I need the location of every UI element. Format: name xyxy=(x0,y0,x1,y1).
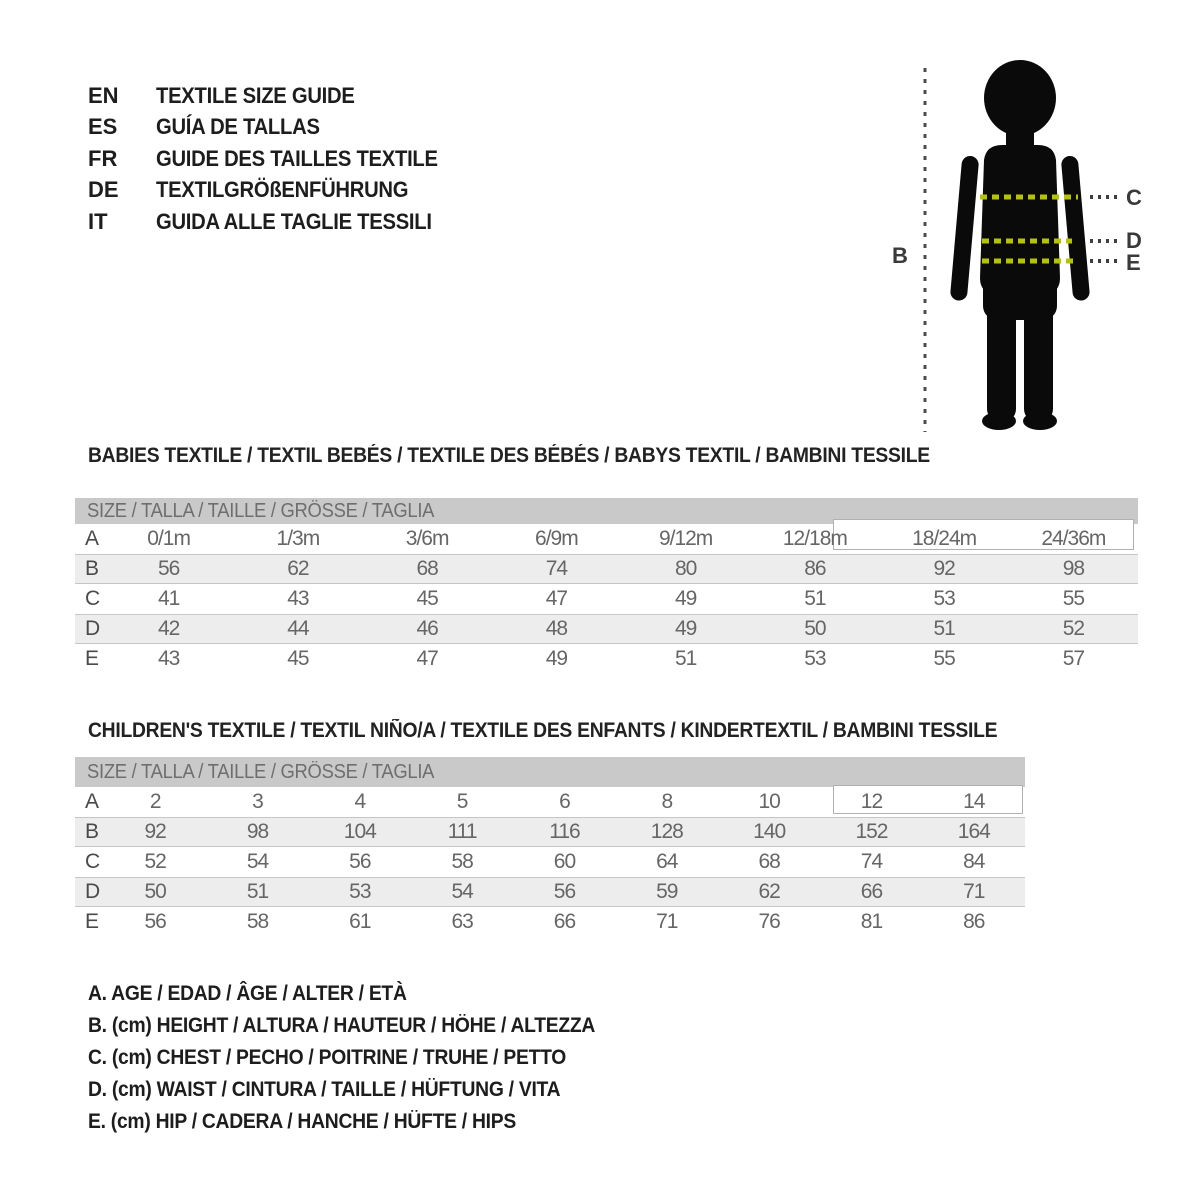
children-table-header-text: SIZE / TALLA / TAILLE / GRÖSSE / TAGLIA xyxy=(87,760,435,783)
children-size-table xyxy=(75,757,1025,937)
language-title: TEXTILGRÖßENFÜHRUNG xyxy=(156,177,409,203)
size-cell: 9/12m xyxy=(658,527,713,550)
size-cell: 86 xyxy=(804,557,826,580)
size-cell: 12/18m xyxy=(782,527,847,550)
size-cell: 61 xyxy=(349,910,371,933)
size-cell: 84 xyxy=(963,850,985,873)
size-cell: 8 xyxy=(661,790,673,813)
size-cell: 43 xyxy=(287,587,309,610)
height-label: B xyxy=(892,243,908,268)
language-title: GUIDE DES TAILLES TEXTILE xyxy=(156,145,438,171)
size-cell: 46 xyxy=(416,617,438,640)
size-cell: 128 xyxy=(650,820,683,843)
language-title-list xyxy=(88,80,462,238)
legend-line-waist xyxy=(88,1074,639,1106)
table-row-B xyxy=(75,817,1025,847)
language-row-fr xyxy=(88,143,462,175)
legend-line-height xyxy=(88,1010,639,1042)
row-label: E xyxy=(85,647,99,670)
size-cell: 54 xyxy=(246,850,269,873)
size-cell: 43 xyxy=(157,647,180,670)
language-row-de xyxy=(88,175,462,207)
size-cell: 63 xyxy=(451,910,473,933)
size-cell: 60 xyxy=(553,850,576,873)
child-silhouette-figure xyxy=(880,48,1160,448)
size-cell: 50 xyxy=(804,617,826,640)
size-cell: 51 xyxy=(246,880,269,903)
row-label: B xyxy=(85,820,99,843)
table-row-C xyxy=(75,847,1025,877)
language-code: FR xyxy=(88,145,118,171)
size-cell: 92 xyxy=(144,820,166,843)
row-label: C xyxy=(85,587,100,610)
size-cell: 92 xyxy=(933,557,955,580)
hip-label: E xyxy=(1126,250,1141,275)
size-cell: 111 xyxy=(447,820,477,843)
row-label: E xyxy=(85,910,99,933)
size-cell: 98 xyxy=(1062,557,1085,580)
size-cell: 24/36m xyxy=(1041,527,1106,550)
size-cell: 49 xyxy=(674,617,697,640)
size-cell: 86 xyxy=(963,910,985,933)
table-row-A xyxy=(75,787,1025,817)
size-cell: 45 xyxy=(416,587,438,610)
table-row-B xyxy=(75,554,1138,584)
children-table-body xyxy=(75,787,1025,937)
size-cell: 42 xyxy=(157,617,180,640)
legend-line-age xyxy=(88,978,639,1010)
size-cell: 3 xyxy=(252,790,263,813)
size-cell: 47 xyxy=(545,587,568,610)
children-heading-text: CHILDREN'S TEXTILE / TEXTIL NIÑO/A / TEXTILE DES ENFANTS / KINDERTEXTIL / BAMBINI TESSILE xyxy=(88,719,998,742)
size-cell: 14 xyxy=(963,790,985,813)
size-cell: 48 xyxy=(545,617,568,640)
size-cell: 56 xyxy=(157,557,180,580)
babies-table-body xyxy=(75,524,1138,674)
language-row-en xyxy=(88,80,462,112)
size-cell: 53 xyxy=(349,880,371,903)
legend-text: C. (cm) CHEST / PECHO / POITRINE / TRUHE / PETTO xyxy=(88,1046,567,1069)
size-cell: 47 xyxy=(416,647,438,670)
size-cell: 164 xyxy=(957,820,990,843)
row-label: D xyxy=(85,617,100,640)
row-label: A xyxy=(85,790,99,813)
size-cell: 62 xyxy=(287,557,309,580)
child-silhouette-svg xyxy=(880,48,1160,448)
size-cell: 1/3m xyxy=(276,527,320,550)
size-cell: 58 xyxy=(451,850,473,873)
legend-line-hip xyxy=(88,1106,639,1138)
size-cell: 116 xyxy=(549,820,580,843)
size-cell: 51 xyxy=(804,587,826,610)
size-cell: 2 xyxy=(149,790,161,813)
size-cell: 66 xyxy=(553,910,576,933)
child-silhouette xyxy=(950,60,1091,430)
size-cell: 51 xyxy=(933,617,955,640)
size-cell: 49 xyxy=(545,647,568,670)
table-row-D xyxy=(75,877,1025,907)
language-row-es xyxy=(88,112,462,144)
size-cell: 52 xyxy=(1062,617,1085,640)
legend-line-chest xyxy=(88,1042,639,1074)
size-cell: 98 xyxy=(246,820,269,843)
table-row-D xyxy=(75,614,1138,644)
row-label: C xyxy=(85,850,100,873)
size-cell: 4 xyxy=(354,790,366,813)
table-row-E xyxy=(75,644,1138,674)
size-cell: 71 xyxy=(963,880,985,903)
legend-text: E. (cm) HIP / CADERA / HANCHE / HÜFTE / HIPS xyxy=(88,1110,516,1133)
babies-size-table xyxy=(75,498,1138,674)
legend-text: D. (cm) WAIST / CINTURA / TAILLE / HÜFTUNG / VITA xyxy=(88,1078,561,1101)
size-cell: 71 xyxy=(656,910,678,933)
size-cell: 52 xyxy=(144,850,166,873)
chest-label: C xyxy=(1126,185,1142,210)
size-cell: 44 xyxy=(287,617,309,640)
size-cell: 74 xyxy=(545,557,568,580)
size-cell: 5 xyxy=(456,790,468,813)
babies-section-heading xyxy=(88,444,1003,468)
size-cell: 76 xyxy=(758,910,780,933)
size-cell: 41 xyxy=(157,587,180,610)
row-label: A xyxy=(85,527,99,550)
size-cell: 57 xyxy=(1062,647,1085,670)
table-row-A xyxy=(75,524,1138,554)
size-cell: 74 xyxy=(860,850,883,873)
size-cell: 56 xyxy=(144,910,166,933)
language-code: IT xyxy=(88,208,108,234)
legend-text: A. AGE / EDAD / ÂGE / ALTER / ETÀ xyxy=(88,982,407,1005)
size-cell: 55 xyxy=(933,647,955,670)
size-cell: 58 xyxy=(246,910,269,933)
size-cell: 50 xyxy=(144,880,166,903)
language-title: GUIDA ALLE TAGLIE TESSILI xyxy=(156,208,432,234)
size-cell: 10 xyxy=(758,790,780,813)
size-cell: 56 xyxy=(553,880,576,903)
row-label: B xyxy=(85,557,99,580)
size-cell: 68 xyxy=(758,850,780,873)
size-cell: 18/24m xyxy=(912,527,977,550)
size-cell: 6 xyxy=(559,790,570,813)
size-cell: 56 xyxy=(349,850,371,873)
size-cell: 55 xyxy=(1062,587,1085,610)
language-code: EN xyxy=(88,82,119,108)
row-label: D xyxy=(85,880,100,903)
measurement-legend xyxy=(88,978,639,1138)
size-cell: 53 xyxy=(933,587,955,610)
table-row-C xyxy=(75,584,1138,614)
size-cell: 59 xyxy=(656,880,678,903)
legend-text: B. (cm) HEIGHT / ALTURA / HAUTEUR / HÖHE / ALTEZZA xyxy=(88,1014,596,1037)
table-row-E xyxy=(75,907,1025,937)
size-cell: 6/9m xyxy=(535,527,578,550)
waist-label: D xyxy=(1126,228,1142,253)
size-cell: 152 xyxy=(855,820,888,843)
size-cell: 45 xyxy=(287,647,309,670)
language-title: TEXTILE SIZE GUIDE xyxy=(156,82,355,108)
language-code: DE xyxy=(88,177,119,203)
size-cell: 66 xyxy=(860,880,883,903)
children-section-heading xyxy=(88,719,1076,743)
language-row-it xyxy=(88,206,462,238)
size-cell: 0/1m xyxy=(147,527,190,550)
size-cell: 81 xyxy=(860,910,883,933)
size-cell: 104 xyxy=(343,820,376,843)
size-cell: 64 xyxy=(656,850,678,873)
children-table-header xyxy=(75,757,1025,787)
size-cell: 3/6m xyxy=(405,527,449,550)
size-cell: 51 xyxy=(674,647,697,670)
size-cell: 12 xyxy=(860,790,883,813)
babies-heading-text: BABIES TEXTILE / TEXTIL BEBÉS / TEXTILE DES BÉBÉS / BABYS TEXTIL / BAMBINI TESSILE xyxy=(88,444,930,467)
size-cell: 68 xyxy=(416,557,438,580)
size-cell: 140 xyxy=(753,820,786,843)
language-code: ES xyxy=(88,114,118,140)
language-title: GUÍA DE TALLAS xyxy=(156,114,320,140)
size-cell: 80 xyxy=(674,557,697,580)
babies-table-header-text: SIZE / TALLA / TAILLE / GRÖSSE / TAGLIA xyxy=(87,499,435,522)
size-cell: 62 xyxy=(758,880,780,903)
size-cell: 53 xyxy=(804,647,826,670)
size-cell: 49 xyxy=(674,587,697,610)
size-cell: 54 xyxy=(451,880,473,903)
